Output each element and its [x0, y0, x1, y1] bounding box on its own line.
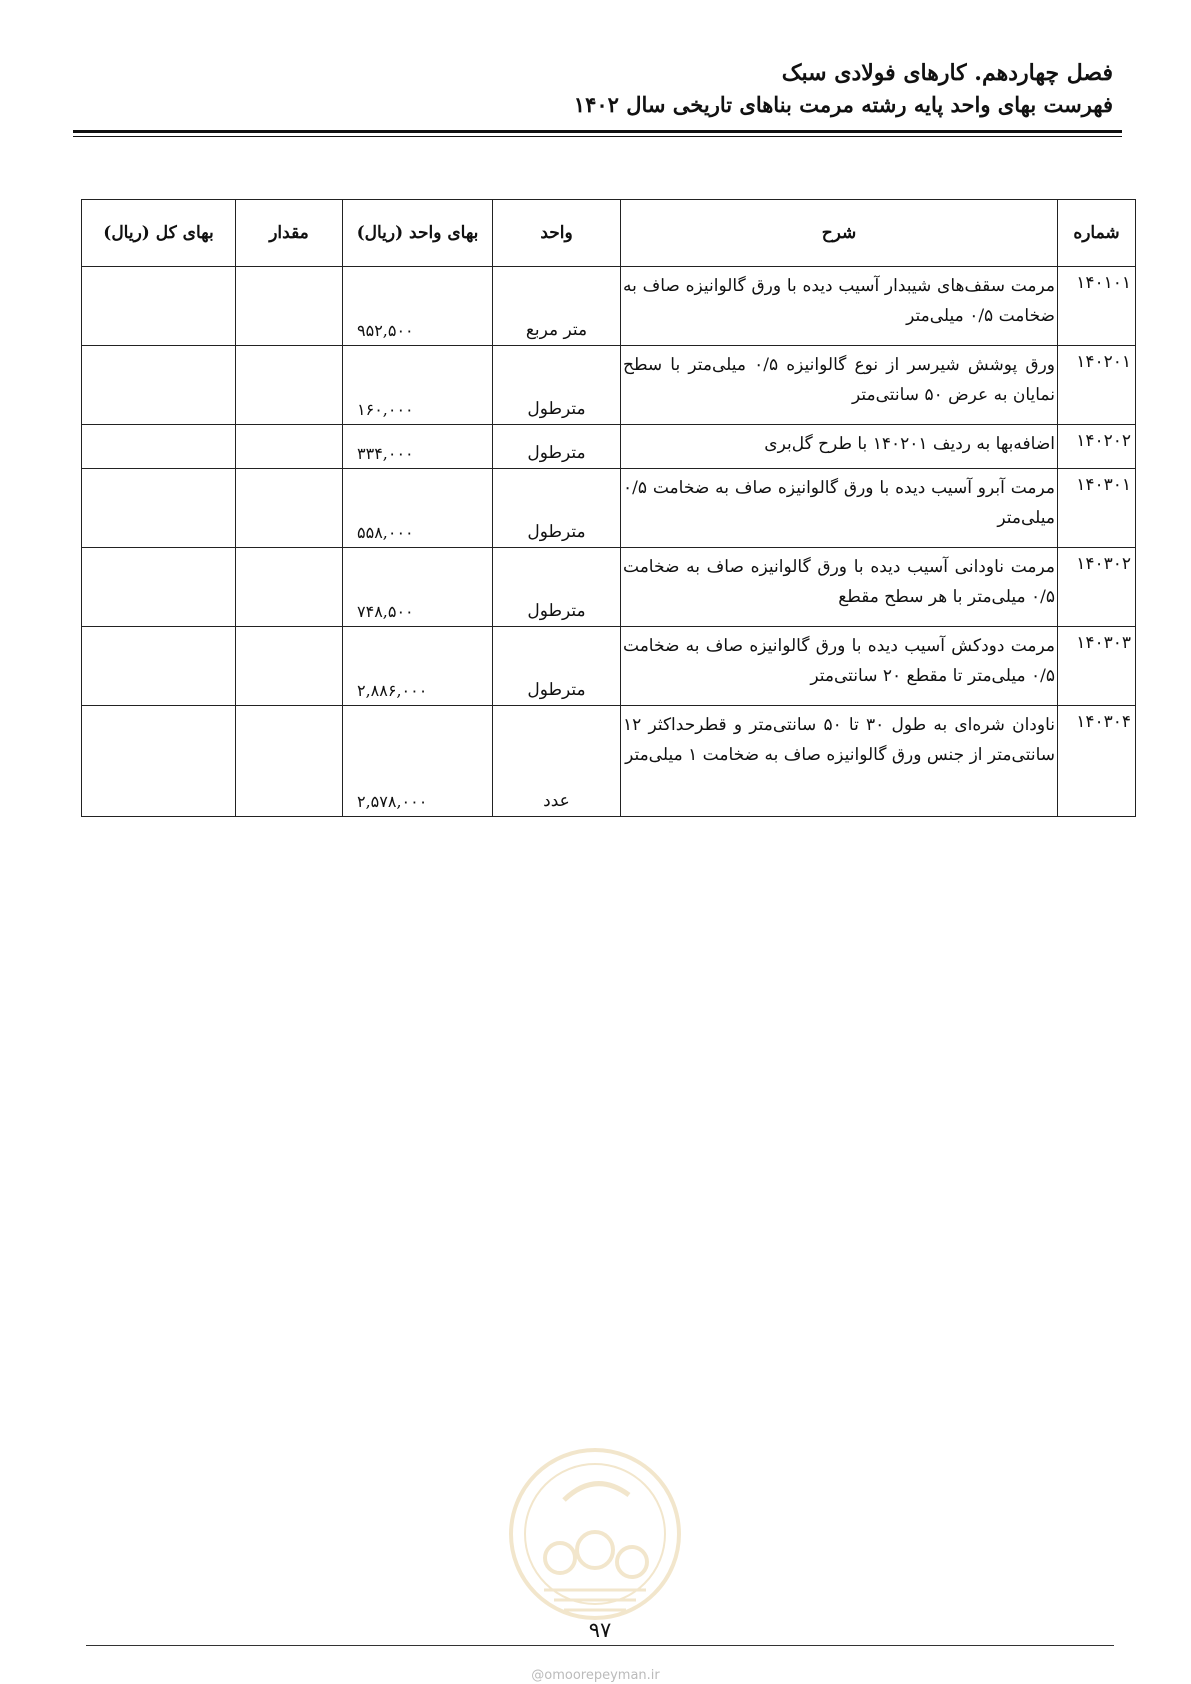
- page-number: ۹۷: [588, 1618, 612, 1642]
- row-unit-price: ۱۶۰,۰۰۰: [343, 346, 493, 425]
- table-row: [82, 469, 1136, 548]
- row-description: اضافه‌بها به ردیف ۱۴۰۲۰۱ با طرح گل‌بری: [621, 425, 1058, 469]
- row-description: مرمت ناودانی آسیب دیده با ورق گالوانیزه صاف به ضخامت ۰/۵ میلی‌متر با هر سطح مقطع: [621, 548, 1058, 627]
- row-total: [82, 267, 236, 346]
- row-total: [82, 548, 236, 627]
- table-row: [82, 706, 1136, 817]
- row-quantity: [236, 267, 343, 346]
- table-header-row: [82, 200, 1136, 267]
- row-description: مرمت دودکش آسیب دیده با ورق گالوانیزه صاف به ضخامت ۰/۵ میلی‌متر تا مقطع ۲۰ سانتی‌متر: [621, 627, 1058, 706]
- table-row: [82, 425, 1136, 469]
- table-row: [82, 267, 1136, 346]
- row-number: ۱۴۰۳۰۲: [1058, 548, 1136, 627]
- row-number: ۱۴۰۳۰۱: [1058, 469, 1136, 548]
- row-unit: مترطول: [493, 425, 621, 469]
- page-header: [73, 58, 1113, 120]
- row-unit: مترطول: [493, 627, 621, 706]
- row-quantity: [236, 548, 343, 627]
- row-number: ۱۴۰۲۰۱: [1058, 346, 1136, 425]
- row-unit-price: ۳۳۴,۰۰۰: [343, 425, 493, 469]
- document-subtitle: فهرست بهای واحد پایه رشته مرمت بناهای تاریخی سال ۱۴۰۲: [573, 92, 1113, 117]
- col-number-header: شماره: [1058, 200, 1136, 267]
- col-unit-price-header: بهای واحد (ریال): [343, 200, 493, 267]
- col-unit-header: واحد: [493, 200, 621, 267]
- row-number: ۱۴۰۳۰۴: [1058, 706, 1136, 817]
- footer-rule: [86, 1645, 1114, 1646]
- table-row: [82, 548, 1136, 627]
- row-description: ناودان شره‌ای به طول ۳۰ تا ۵۰ سانتی‌متر و قطرحداکثر ۱۲ سانتی‌متر از جنس ورق گالوانیزه صاف به ضخامت ۱ میلی‌متر: [621, 706, 1058, 817]
- row-quantity: [236, 346, 343, 425]
- row-number: ۱۴۰۱۰۱: [1058, 267, 1136, 346]
- row-unit: عدد: [493, 706, 621, 817]
- row-description: مرمت آبرو آسیب دیده با ورق گالوانیزه صاف به ضخامت ۰/۵ میلی‌متر: [621, 469, 1058, 548]
- row-description: ورق پوشش شیرسر از نوع گالوانیزه ۰/۵ میلی‌متر با سطح نمایان به عرض ۵۰ سانتی‌متر: [621, 346, 1058, 425]
- col-description-header: شرح: [621, 200, 1058, 267]
- row-unit: مترطول: [493, 548, 621, 627]
- row-number: ۱۴۰۲۰۲: [1058, 425, 1136, 469]
- row-quantity: [236, 706, 343, 817]
- row-unit: مترطول: [493, 346, 621, 425]
- row-number: ۱۴۰۳۰۳: [1058, 627, 1136, 706]
- price-table: [81, 199, 1136, 817]
- table-row: [82, 346, 1136, 425]
- row-quantity: [236, 469, 343, 548]
- row-unit: متر مربع: [493, 267, 621, 346]
- watermark-seal-icon: [504, 1440, 686, 1628]
- row-unit-price: ۵۵۸,۰۰۰: [343, 469, 493, 548]
- footer-site-watermark: @omoorepeyman.ir: [531, 1668, 660, 1683]
- row-total: [82, 346, 236, 425]
- chapter-title: فصل چهاردهم. کارهای فولادی سبک: [781, 60, 1113, 86]
- col-total-header: بهای کل (ریال): [82, 200, 236, 267]
- table-row: [82, 627, 1136, 706]
- row-total: [82, 469, 236, 548]
- row-unit: مترطول: [493, 469, 621, 548]
- row-unit-price: ۲,۸۸۶,۰۰۰: [343, 627, 493, 706]
- row-description: مرمت سقف‌های شیبدار آسیب دیده با ورق گالوانیزه صاف به ضخامت ۰/۵ میلی‌متر: [621, 267, 1058, 346]
- row-total: [82, 627, 236, 706]
- row-total: [82, 706, 236, 817]
- header-rule-thin: [73, 136, 1122, 137]
- row-quantity: [236, 425, 343, 469]
- col-quantity-header: مقدار: [236, 200, 343, 267]
- row-total: [82, 425, 236, 469]
- row-quantity: [236, 627, 343, 706]
- header-rule-thick: [73, 130, 1122, 133]
- row-unit-price: ۲,۵۷۸,۰۰۰: [343, 706, 493, 817]
- row-unit-price: ۹۵۲,۵۰۰: [343, 267, 493, 346]
- row-unit-price: ۷۴۸,۵۰۰: [343, 548, 493, 627]
